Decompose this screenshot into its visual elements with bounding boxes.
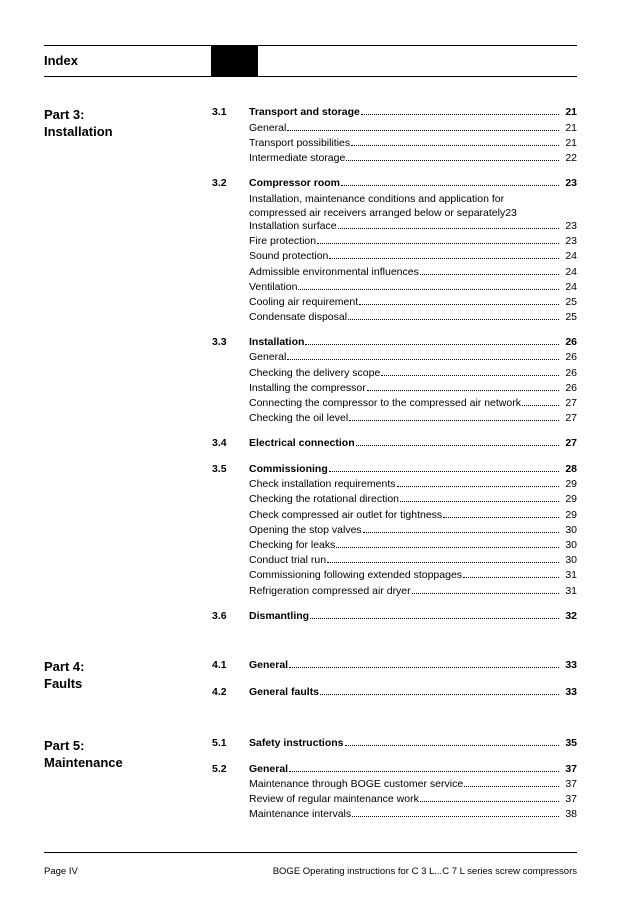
toc-entry-title: Refrigeration compressed air dryer <box>249 585 411 597</box>
toc-entry-title: Connecting the compressor to the compressed air network <box>249 397 521 409</box>
toc-entry-title: Conduct trial run <box>249 554 327 566</box>
dot-leader <box>463 577 559 578</box>
toc-page-number: 38 <box>565 808 577 820</box>
toc-entry[interactable] <box>212 281 577 296</box>
toc-page-number: 37 <box>565 763 577 775</box>
toc-entry-title: Checking for leaks <box>249 539 336 551</box>
part-heading <box>44 658 84 692</box>
toc-page-number: 23 <box>565 235 577 247</box>
toc-entry[interactable] <box>212 778 577 793</box>
toc-entry-title: Checking the oil level <box>249 412 349 424</box>
dot-leader <box>327 562 559 563</box>
toc-entry-title: Fire protection <box>249 235 317 247</box>
toc-entry-title: Cooling air requirement <box>249 296 359 308</box>
toc-page-number: 30 <box>565 539 577 551</box>
toc-entry[interactable] <box>212 397 577 412</box>
part-heading <box>44 737 123 771</box>
toc-page-number: 24 <box>565 281 577 293</box>
toc-section-number: 3.1 <box>212 106 227 118</box>
part-title: Installation <box>44 124 113 139</box>
toc-page-number: 37 <box>565 778 577 790</box>
toc-page-number: 23 <box>565 220 577 232</box>
toc-entry-title: General faults <box>249 686 320 698</box>
toc-page-number: 21 <box>565 137 577 149</box>
toc-entry[interactable] <box>212 152 577 167</box>
toc-entry[interactable] <box>212 539 577 554</box>
toc-entry-title: Intermediate storage <box>249 152 346 164</box>
toc-entry[interactable] <box>212 220 577 235</box>
part-number: Part 5: <box>44 738 85 753</box>
dot-leader <box>287 130 559 131</box>
dot-leader <box>345 745 559 746</box>
dot-leader <box>298 289 559 290</box>
toc-entry-title: Dismantling <box>249 610 310 622</box>
toc-section-number: 3.2 <box>212 177 227 189</box>
toc-entry-title: Electrical connection <box>249 437 355 449</box>
toc-entry-title: General <box>249 351 287 363</box>
toc-entry-title: Checking the rotational direction <box>249 493 400 505</box>
toc-page-number: 21 <box>565 106 577 118</box>
dot-leader <box>317 243 559 244</box>
toc-page-number: 31 <box>565 569 577 581</box>
toc-page-number: 37 <box>565 793 577 805</box>
toc-entry-title: Installation surface <box>249 220 337 232</box>
dot-leader <box>420 274 559 275</box>
toc-entry-title: Safety instructions <box>249 737 344 749</box>
toc-entry-title: General <box>249 659 289 671</box>
toc-entry-title: Check compressed air outlet for tightness <box>249 509 443 521</box>
part-number: Part 4: <box>44 659 85 674</box>
dot-leader <box>420 801 559 802</box>
toc-entry-title: Admissible environmental influences <box>249 266 419 278</box>
toc-page-number: 22 <box>565 152 577 164</box>
header-black-block <box>211 46 258 76</box>
page-title: Index <box>44 53 78 68</box>
toc-entry[interactable] <box>212 122 577 137</box>
dot-leader <box>464 786 559 787</box>
dot-leader <box>310 618 559 619</box>
part-title: Faults <box>44 676 83 691</box>
toc-entry[interactable] <box>212 250 577 265</box>
footer-rule <box>44 852 577 853</box>
dot-leader <box>412 593 559 594</box>
footer-document-title: BOGE Operating instructions for C 3 L...C 7 L series screw compressors <box>272 866 577 877</box>
toc-section-number: 3.4 <box>212 437 227 449</box>
toc-entry-title: Compressor room <box>249 177 341 189</box>
toc-section[interactable] <box>212 763 577 778</box>
part-title: Maintenance <box>44 755 123 770</box>
toc-entry-title: Transport and storage <box>249 106 360 118</box>
toc-entry[interactable] <box>212 193 577 222</box>
toc-section[interactable] <box>212 610 577 625</box>
dot-leader <box>349 420 559 421</box>
toc-entry-title: compressed air receivers arranged below or separately <box>249 207 506 219</box>
toc-page-number: 27 <box>565 437 577 449</box>
dot-leader <box>329 258 559 259</box>
dot-leader <box>320 694 559 695</box>
toc-entry[interactable] <box>212 808 577 823</box>
toc-section-number: 5.2 <box>212 763 227 775</box>
toc-entry[interactable] <box>212 793 577 808</box>
toc-entry-title: Installation <box>249 336 305 348</box>
dot-leader <box>356 445 559 446</box>
toc-page-number: 24 <box>565 250 577 262</box>
toc-page-number: 29 <box>565 478 577 490</box>
toc-section[interactable] <box>212 106 577 121</box>
dot-leader <box>361 114 559 115</box>
toc-section-number: 4.2 <box>212 686 227 698</box>
dot-leader <box>305 344 559 345</box>
toc-page-number: 30 <box>565 554 577 566</box>
toc-page-number: 26 <box>565 351 577 363</box>
toc-page-number: 27 <box>565 397 577 409</box>
toc-section[interactable] <box>212 659 577 674</box>
toc-entry[interactable] <box>212 367 577 382</box>
dot-leader <box>289 667 559 668</box>
dot-leader <box>397 486 560 487</box>
toc-entry-title: Opening the stop valves <box>249 524 362 536</box>
toc-page-number: 24 <box>565 266 577 278</box>
toc-entry[interactable] <box>212 569 577 584</box>
toc-entry[interactable] <box>212 351 577 366</box>
dot-leader <box>341 185 559 186</box>
toc-entry-title: General <box>249 763 289 775</box>
toc-entry-title: Installing the compressor <box>249 382 366 394</box>
toc-entry[interactable] <box>212 493 577 508</box>
dot-leader <box>287 359 559 360</box>
dot-leader <box>351 145 559 146</box>
toc-entry-title: Check installation requirements <box>249 478 396 490</box>
toc-entry-title-line1: Installation, maintenance conditions and application for <box>249 193 505 205</box>
toc-entry[interactable] <box>212 235 577 250</box>
toc-section[interactable] <box>212 437 577 452</box>
toc-page-number: 29 <box>565 493 577 505</box>
toc-entry[interactable] <box>212 509 577 524</box>
toc-page-number: 25 <box>565 311 577 323</box>
toc-entry-title: Commissioning <box>249 463 328 475</box>
toc-page-number: 32 <box>565 610 577 622</box>
dot-leader <box>338 228 559 229</box>
toc-entry-title: Condensate disposal <box>249 311 348 323</box>
dot-leader <box>336 547 559 548</box>
toc-page-number: 27 <box>565 412 577 424</box>
toc-section-number: 3.6 <box>212 610 227 622</box>
toc-entry-title: General <box>249 122 287 134</box>
toc-page-number: 26 <box>565 367 577 379</box>
toc-page-number: 29 <box>565 509 577 521</box>
part-heading <box>44 106 113 140</box>
dot-leader <box>348 319 559 320</box>
dot-leader <box>367 390 559 391</box>
toc-page-number: 25 <box>565 296 577 308</box>
dot-leader <box>289 771 559 772</box>
toc-section-number: 3.3 <box>212 336 227 348</box>
toc-entry-title: Review of regular maintenance work <box>249 793 419 805</box>
dot-leader <box>381 375 559 376</box>
toc-page-number: 21 <box>565 122 577 134</box>
header-bottom-rule <box>44 76 577 77</box>
toc-page-number: 23 <box>505 207 517 219</box>
toc-entry[interactable] <box>212 524 577 539</box>
toc-entry-title: Checking the delivery scope <box>249 367 381 379</box>
toc-section[interactable] <box>212 177 577 192</box>
toc-entry[interactable] <box>212 585 577 600</box>
dot-leader <box>400 501 559 502</box>
toc-entry-title: Transport possibilities <box>249 137 351 149</box>
toc-entry-title: Sound protection <box>249 250 329 262</box>
footer-page-label: Page IV <box>44 866 78 877</box>
toc-section[interactable] <box>212 463 577 478</box>
toc-page-number: 35 <box>565 737 577 749</box>
toc-entry-title: Ventilation <box>249 281 298 293</box>
dot-leader <box>359 304 559 305</box>
toc-page-number: 26 <box>565 382 577 394</box>
toc-section-number: 5.1 <box>212 737 227 749</box>
toc-page-number: 33 <box>565 686 577 698</box>
toc-entry-title: Maintenance intervals <box>249 808 352 820</box>
toc-entry[interactable] <box>212 137 577 152</box>
toc-page-number: 28 <box>565 463 577 475</box>
toc-entry-title: Maintenance through BOGE customer service <box>249 778 464 790</box>
dot-leader <box>363 532 559 533</box>
header-top-rule <box>44 45 577 46</box>
toc-section[interactable] <box>212 686 577 701</box>
toc-entry[interactable] <box>212 382 577 397</box>
toc-section-number: 3.5 <box>212 463 227 475</box>
toc-page-number: 31 <box>565 585 577 597</box>
toc-section-number: 4.1 <box>212 659 227 671</box>
toc-page-number: 30 <box>565 524 577 536</box>
dot-leader <box>352 816 559 817</box>
toc-entry[interactable] <box>212 296 577 311</box>
toc-page-number: 26 <box>565 336 577 348</box>
toc-page-number: 23 <box>565 177 577 189</box>
toc-entry[interactable] <box>212 412 577 427</box>
toc-entry-title: Commissioning following extended stoppages <box>249 569 463 581</box>
toc-section[interactable] <box>212 336 577 351</box>
dot-leader <box>443 517 559 518</box>
dot-leader <box>346 160 559 161</box>
toc-entry[interactable] <box>212 478 577 493</box>
dot-leader <box>329 471 559 472</box>
toc-entry[interactable] <box>212 266 577 281</box>
toc-entry[interactable] <box>212 311 577 326</box>
dot-leader <box>522 405 559 406</box>
toc-section[interactable] <box>212 737 577 752</box>
part-number: Part 3: <box>44 107 85 122</box>
toc-entry[interactable] <box>212 554 577 569</box>
toc-page-number: 33 <box>565 659 577 671</box>
